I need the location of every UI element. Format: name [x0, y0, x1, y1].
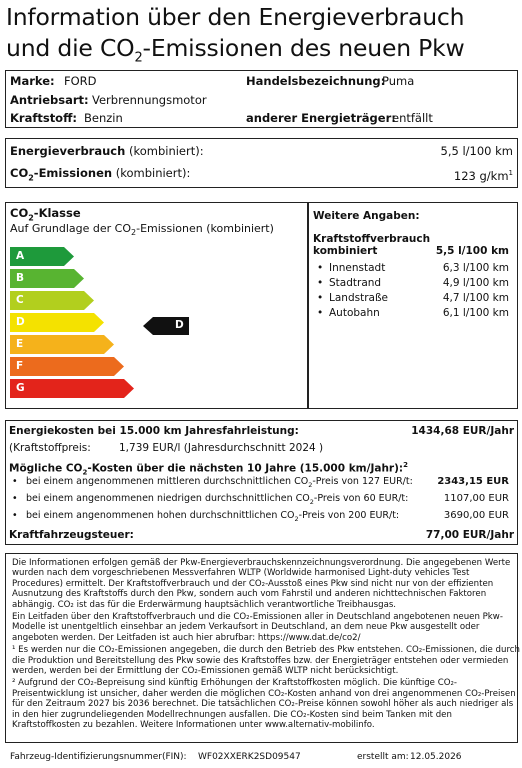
current-class-marker: [143, 317, 189, 339]
date-label: erstellt am:: [357, 752, 409, 762]
bullet-icon: •: [317, 292, 324, 304]
disclaimer-box: [5, 553, 518, 743]
disclaimer-paragraph: ² Aufgrund der CO₂-Bepreisung sind künftig Erhöhungen der Kraftstoffkosten möglich. Die künftige CO₂-Preisentwicklung ist unsicher, daher werden die möglichen CO₂-Kosten anhand von drei angenommenen CO₂-Preisen für den Zeitraum 2027 bis 2036 berechnet. Die tatsächlichen CO₂-Preise können sowohl höher als auch niedriger als in den hier zugrundeliegenden Modellrechnungen ausfallen. Die CO₂-Kosten sind beim Tanken mit den Kraftstoffkosten zu bezahlen. Weitere Informationen unter www.alternativ-mobilinfo.: [12, 678, 516, 731]
bullet-icon: •: [12, 493, 18, 504]
anderer-energietraeger-value: entfällt: [392, 111, 433, 125]
energy-cost-label: Energiekosten bei 15.000 km Jahresfahrleistung:: [9, 425, 299, 437]
disclaimer-paragraph: ¹ Es werden nur die CO₂-Emissionen angegeben, die durch den Betrieb des Pkw entstehen. CO₂-Emissionen, die durch die Produktion und Bereitstellung des Pkw sowie des Kraftstoffes bzw. der Energieträger entstehen oder vermieden werden, werden bei der Ermittlung der CO₂-Emissionen gemäß WLTP nicht berücksichtigt.: [12, 645, 520, 677]
marke-label: Marke:: [10, 74, 55, 88]
marke-value: FORD: [64, 74, 97, 88]
co2-class-bar-label: E: [16, 338, 24, 350]
co2-class-title: $CO_2$-Klasse: [10, 206, 81, 223]
disclaimer-text: [12, 558, 522, 733]
vehicle-tax-label: Kraftfahrzeugsteuer:: [9, 529, 134, 541]
bullet-icon: •: [317, 277, 324, 289]
further-row-value: 6,3 l/100 km: [442, 262, 509, 274]
co2-class-bar-label: F: [16, 360, 24, 372]
co2-cost-row-label: bei einem angenommenen hohen durchschnittlichen $CO_2$-Preis von 200 EUR/t:: [26, 510, 400, 523]
co2-cost-row-value: 2343,15 EUR: [437, 476, 509, 487]
energieverbrauch-value: 5,5 l/100 km: [440, 144, 513, 158]
bullet-icon: •: [12, 510, 18, 521]
current-class-letter: D: [175, 319, 184, 331]
further-row-value: 4,7 l/100 km: [442, 292, 509, 304]
kraftstoff-label: Kraftstoff:: [10, 111, 78, 125]
further-row-label: Autobahn: [329, 307, 380, 319]
co2-class-bar-label: B: [16, 272, 25, 284]
date-value: 12.05.2026: [410, 752, 462, 762]
co2-class-bar-c: [10, 291, 94, 310]
further-row-value: 6,1 l/100 km: [442, 307, 509, 319]
co2-class-bar-g: [10, 379, 134, 398]
title-line-1: Information über den Energieverbrauch: [6, 3, 465, 31]
title-line-2: und die $CO_2$-Emissionen des neuen Pkw: [6, 34, 465, 66]
further-info-box: [308, 202, 518, 409]
co2-cost-row-value: 1107,00 EUR: [443, 493, 509, 504]
vehicle-tax-value: 77,00 EUR/Jahr: [425, 529, 514, 541]
co2-class-bar-f: [10, 357, 124, 376]
further-row-value: 4,9 l/100 km: [442, 277, 509, 289]
fin-label: Fahrzeug-Identifizierungsnummer(FIN):: [10, 752, 187, 762]
bullet-icon: •: [317, 307, 324, 319]
co2-emissionen-value: 123 $g/km^1$: [453, 168, 513, 183]
co2-class-bar-label: G: [16, 382, 25, 394]
co2-cost-heading: Mögliche $CO_2$-Kosten über die nächsten 10 Jahre (15.000 km/Jahr):$^2$: [9, 461, 408, 477]
co2-class-bar-e: [10, 335, 114, 354]
fuel-price-value: 1,739 EUR/l (Jahresdurchschnitt 2024 ): [119, 442, 324, 454]
further-row-label: Innenstadt: [329, 262, 386, 274]
vehicle-info-box: [5, 70, 518, 128]
co2-class-bar-d: [10, 313, 104, 332]
kombiniert-value: 5,5 l/100 km: [435, 245, 509, 257]
costs-box: [5, 420, 518, 545]
further-row-label: Landstraße: [329, 292, 389, 304]
bullet-icon: •: [12, 476, 18, 487]
further-row-label: Stadtrand: [329, 277, 382, 289]
energieverbrauch-label: Energieverbrauch (kombiniert):: [10, 144, 204, 158]
further-info-title: Weitere Angaben:: [313, 210, 420, 222]
handelsbezeichnung-value: Puma: [382, 74, 415, 88]
co2-class-box: [5, 202, 308, 409]
fuel-consumption-title: Kraftstoffverbrauch: [313, 233, 431, 245]
co2-cost-row-label: bei einem angenommenen niedrigen durchschnittlichen $CO_2$-Preis von 60 EUR/t:: [26, 493, 409, 506]
bullet-icon: •: [317, 262, 324, 274]
co2-class-bar-label: A: [16, 250, 25, 262]
disclaimer-paragraph: Die Informationen erfolgen gemäß der Pkw-Energieverbrauchskennzeichnungsverordnung. Die angegebenen Werte wurden nach dem vorgeschriebenen Messverfahren WLTP (Worldwide harmonised Light-duty vehicles Test Procedures) ermittelt. Der Kraftstoffverbrauch und der CO₂-Ausstoß eines Pkw sind nicht nur von der effizienten Ausnutzung des Kraftstoffs durch den Pkw, sondern auch vom Fahrstil und anderen nichttechnischen Faktoren abhängig. CO₂ ist das für die Erderwärmung hauptsächlich verantwortliche Treibhausgas.: [12, 558, 511, 610]
co2-emissionen-label: $CO_2$-Emissionen (kombiniert):: [10, 166, 191, 183]
co2-class-bar-label: D: [16, 316, 25, 328]
co2-class-bar-label: C: [16, 294, 24, 306]
co2-cost-row-value: 3690,00 EUR: [443, 510, 509, 521]
kombiniert-label: kombiniert: [313, 245, 378, 257]
co2-class-subtitle: Auf Grundlage der $CO_2$-Emissionen (kombiniert): [10, 222, 274, 238]
energy-cost-value: 1434,68 EUR/Jahr: [411, 425, 514, 437]
anderer-energietraeger-label: anderer Energieträger:: [246, 111, 396, 125]
handelsbezeichnung-label: Handelsbezeichnung:: [246, 74, 386, 88]
co2-class-bar-b: [10, 269, 84, 288]
co2-cost-row-label: bei einem angenommenen mittleren durchschnittlichen $CO_2$-Preis von 127 EUR/t:: [26, 476, 413, 489]
co2-class-bar-a: [10, 247, 74, 266]
fin-value: WF02XXERK2SD09547: [198, 752, 301, 762]
fuel-price-label: (Kraftstoffpreis:: [9, 442, 91, 454]
antriebsart-value: Verbrennungsmotor: [92, 93, 207, 107]
consumption-box: [5, 138, 518, 188]
kraftstoff-value: Benzin: [84, 111, 123, 125]
disclaimer-paragraph: Ein Leitfaden über den Kraftstoffverbrauch und die CO₂-Emissionen aller in Deutschland angebotenen neuen Pkw-Modelle ist unentgeltlich einsehbar an jedem Verkaufsort in Deutschland, an dem neue Pkw ausgestellt oder angeboten werden. Der Leitfaden ist auch hier abrufbar: https://www.dat.de/co2/: [12, 612, 503, 643]
antriebsart-label: Antriebsart:: [10, 93, 89, 107]
